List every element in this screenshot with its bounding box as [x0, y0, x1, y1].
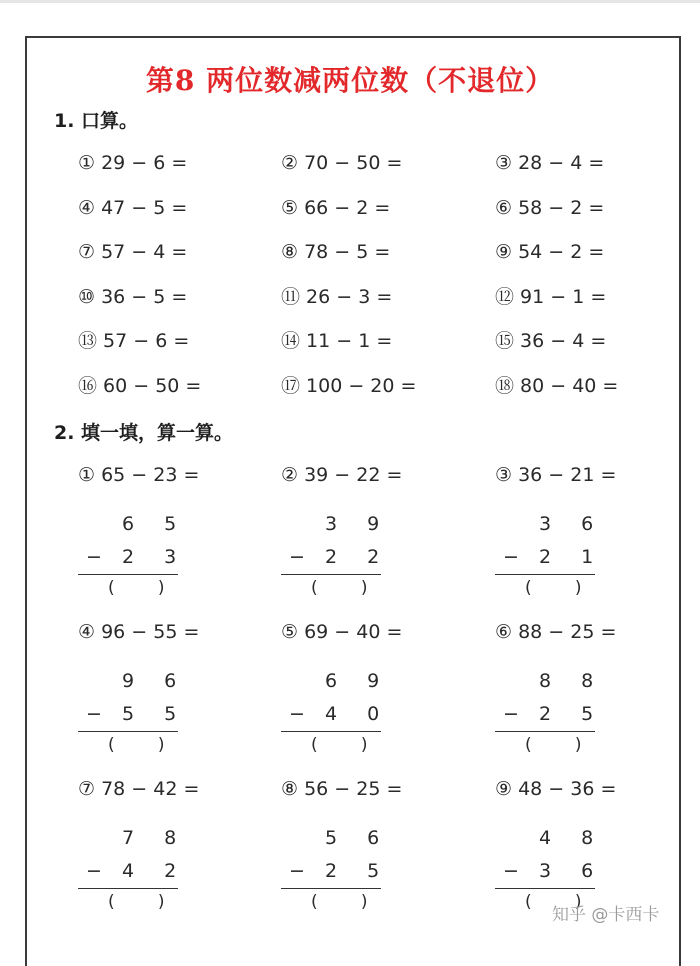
oral-problem: ⑱ 80 − 40 = — [495, 375, 619, 397]
problem-label: ⑦ 78 − 42 = — [78, 778, 200, 800]
oral-problem: ⑩ 36 − 5 = — [78, 286, 188, 308]
answer-blank: ( ) — [311, 892, 368, 912]
problem-label: ③ 36 − 21 = — [495, 464, 617, 486]
answer-blank: ( ) — [108, 735, 165, 755]
minus-sign: − — [289, 860, 305, 882]
sum-line — [281, 888, 381, 889]
minuend-digits: 3 9 — [325, 513, 392, 535]
subtrahend-digits: 3 6 — [539, 860, 606, 882]
oral-problem: ⑫ 91 − 1 = — [495, 286, 607, 308]
sum-line — [495, 731, 595, 732]
minus-sign: − — [503, 703, 519, 725]
answer-blank: ( ) — [311, 735, 368, 755]
answer-blank: ( ) — [108, 892, 165, 912]
subtrahend-digits: 2 1 — [539, 546, 606, 568]
oral-problem: ③ 28 − 4 = — [495, 152, 605, 174]
problem-label: ② 39 − 22 = — [281, 464, 403, 486]
problem-label: ⑨ 48 − 36 = — [495, 778, 617, 800]
answer-blank: ( ) — [311, 578, 368, 598]
subtrahend-digits: 4 2 — [122, 860, 189, 882]
answer-blank: ( ) — [525, 735, 582, 755]
minus-sign: − — [86, 703, 102, 725]
oral-problem: ④ 47 − 5 = — [78, 197, 188, 219]
subtrahend-digits: 2 3 — [122, 546, 189, 568]
section-1-heading: 1. 口算。 — [54, 110, 139, 132]
minus-sign: − — [86, 860, 102, 882]
minus-sign: − — [289, 703, 305, 725]
problem-label: ① 65 − 23 = — [78, 464, 200, 486]
minuend-digits: 3 6 — [539, 513, 606, 535]
problem-label: ⑤ 69 − 40 = — [281, 621, 403, 643]
oral-problem: ⑯ 60 − 50 = — [78, 375, 202, 397]
oral-problem: ⑪ 26 − 3 = — [281, 286, 393, 308]
sum-line — [495, 574, 595, 575]
sum-line — [78, 888, 178, 889]
oral-problem: ⑬ 57 − 6 = — [78, 330, 190, 352]
subtrahend-digits: 2 2 — [325, 546, 392, 568]
watermark: 知乎 @卡西卡 — [552, 905, 660, 925]
subtrahend-digits: 2 5 — [325, 860, 392, 882]
sum-line — [281, 574, 381, 575]
minus-sign: − — [86, 546, 102, 568]
oral-problem: ① 29 − 6 = — [78, 152, 188, 174]
oral-problem: ⑨ 54 − 2 = — [495, 241, 605, 263]
problem-label: ④ 96 − 55 = — [78, 621, 200, 643]
section-2-heading: 2. 填一填，算一算。 — [54, 422, 234, 444]
problem-label: ⑧ 56 − 25 = — [281, 778, 403, 800]
minuend-digits: 7 8 — [122, 827, 189, 849]
minuend-digits: 5 6 — [325, 827, 392, 849]
worksheet-title: 第8 两位数减两位数（不退位） — [145, 64, 555, 97]
oral-problem: ⑤ 66 − 2 = — [281, 197, 391, 219]
minuend-digits: 4 8 — [539, 827, 606, 849]
minuend-digits: 6 5 — [122, 513, 189, 535]
oral-problem: ⑥ 58 − 2 = — [495, 197, 605, 219]
minus-sign: − — [503, 546, 519, 568]
oral-problem: ⑰ 100 − 20 = — [281, 375, 417, 397]
oral-problem: ⑧ 78 − 5 = — [281, 241, 391, 263]
oral-problem: ⑮ 36 − 4 = — [495, 330, 607, 352]
sum-line — [78, 731, 178, 732]
minuend-digits: 6 9 — [325, 670, 392, 692]
answer-blank: ( ) — [525, 892, 582, 912]
answer-blank: ( ) — [525, 578, 582, 598]
minus-sign: − — [289, 546, 305, 568]
minus-sign: − — [503, 860, 519, 882]
sum-line — [495, 888, 595, 889]
sum-line — [281, 731, 381, 732]
minuend-digits: 9 6 — [122, 670, 189, 692]
answer-blank: ( ) — [108, 578, 165, 598]
sum-line — [78, 574, 178, 575]
oral-problem: ② 70 − 50 = — [281, 152, 403, 174]
oral-problem: ⑦ 57 − 4 = — [78, 241, 188, 263]
oral-problem: ⑭ 11 − 1 = — [281, 330, 393, 352]
subtrahend-digits: 4 0 — [325, 703, 392, 725]
page-top-rule — [0, 0, 700, 3]
subtrahend-digits: 5 5 — [122, 703, 189, 725]
subtrahend-digits: 2 5 — [539, 703, 606, 725]
minuend-digits: 8 8 — [539, 670, 606, 692]
problem-label: ⑥ 88 − 25 = — [495, 621, 617, 643]
